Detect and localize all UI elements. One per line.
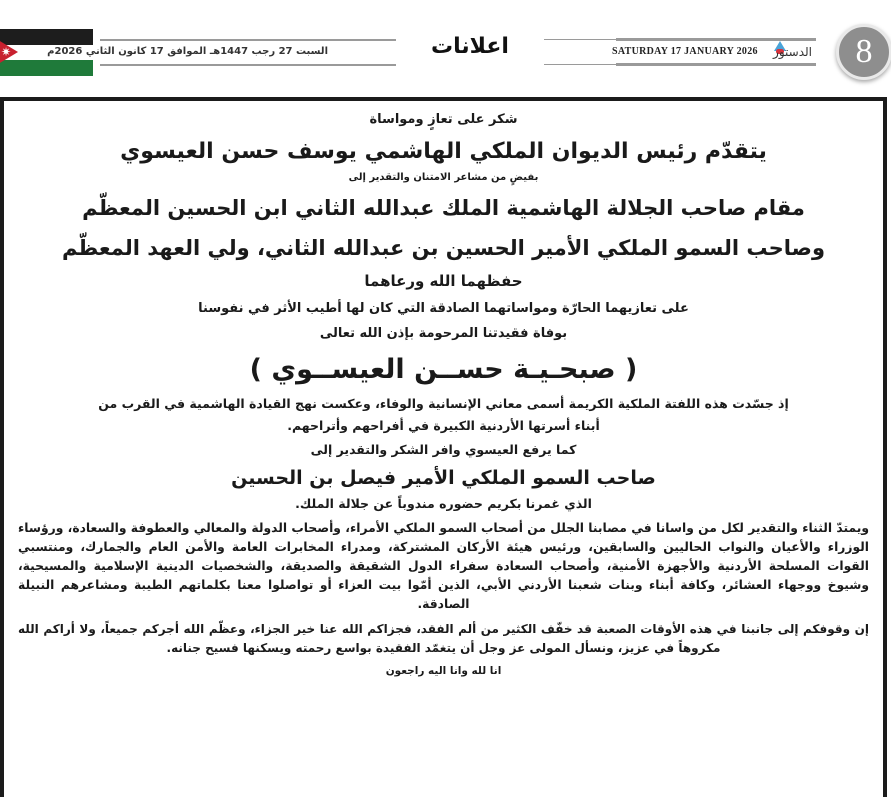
announcement-heading: شكر على تعازٍ ومواساة — [369, 112, 518, 127]
embodiment-line: أبناء أسرتها الأردنية الكبيرة في أفراحهم وأتراحهم. — [287, 418, 600, 433]
embodiment-line: إذ جسّدت هذه اللفتة الملكية الكريمة أسمى معاني الإنسانية والوفاء، وعكست نهج القيادة الهاشمية في القرب من — [98, 396, 789, 411]
header-rule — [100, 39, 396, 41]
section-title: اعلانات — [431, 34, 509, 59]
prince-faisal-line: صاحب السمو الملكي الأمير فيصل بن الحسين — [231, 467, 656, 489]
flag-star-icon: ✷ — [1, 45, 12, 59]
condolence-line: بوفاة فقيدتنا المرحومة بإذن الله تعالى — [319, 326, 568, 341]
closing-verse: انا لله وانا اليه راجعون — [385, 665, 502, 677]
recipient-crown-prince: وصاحب السمو الملكي الأمير الحسين بن عبدالله الثاني، ولي العهد المعظّم — [61, 236, 826, 260]
presence-paragraph: إن وقوفكم إلى جانبنا في هذه الأوقات الصعبة قد خفّف الكثير من ألم الفقد، فجزاكم الله عنا خير الجزاء، وعظّم الله أجركم جميعاً، ولا أراكم الله مكروهاً في عزيز، ونسأل المولى عز وجل أن يتغمّد الفقيدة بواسع رحمته ويسكنها فسيح جنانه. — [18, 622, 869, 655]
page-header — [0, 0, 891, 92]
recipient-king: مقام صاحب الجلالة الهاشمية الملك عبدالله الثاني ابن الحسين المعظّم — [82, 196, 805, 220]
also-thanks-line: كما يرفع العيسوي وافر الشكر والتقدير إلى — [310, 442, 577, 457]
announcement-box — [0, 97, 887, 797]
announcement-content — [4, 101, 883, 679]
extended-thanks-paragraph: ويمتدّ الثناء والتقدير لكل من واسانا في مصابنا الجلل من أصحاب السمو الملكي الأمراء، وأصحاب الدولة والمعالي والعطوفة والسعادة، ورؤساء الوزراء والأعيان والنواب الحاليين والسابقين، ورئيس هيئة الأركان المشتركة، ومدراء المخابرات العامة والأمن العام والجمارك، ومنتسبي القوات المسلحة الأردنية والأجهزة الأمنية، وأصحاب السعادة سفراء الدول الشقيقة والصديقة، والشخصيات الدينية الإسلامية والمسيحية، وشيوخ ووجهاء العشائر، وكافة أبناء وبنات شعبنا الأردني الأبي، الذين أمّوا بيت العزاء أو تواصلوا معنا بكلماتهم الطيبة ومشاعرهم النبيلة الصادقة. — [18, 521, 869, 611]
header-rule — [616, 63, 816, 66]
attendance-line: الذي غمرنا بكريم حضوره مندوباً عن جلالة الملك. — [295, 496, 592, 511]
english-date: SATURDAY 17 JANUARY 2026 — [612, 46, 758, 57]
logo-text: الدستور — [773, 45, 812, 59]
deceased-name: ( صبحـيـة حســن العيســوي ) — [249, 354, 638, 385]
blessing-line: حفظهما الله ورعاهما — [364, 272, 523, 290]
sender-line: يتقدّم رئيس الديوان الملكي الهاشمي يوسف حسن العيسوي — [120, 139, 767, 164]
hijri-date: السبت 27 رجب 1447هـ الموافق 17 كانون الثاني 2026م — [47, 46, 328, 57]
page-number-badge: 8 — [836, 24, 891, 80]
header-rule — [100, 64, 396, 66]
condolence-line: على تعازيهما الحارّة ومواساتهما الصادقة التي كان لها أطيب الأثر في نفوسنا — [198, 301, 689, 316]
newspaper-logo — [770, 41, 812, 63]
gratitude-intro: بفيضٍ من مشاعر الامتنان والتقدير إلى — [348, 172, 539, 183]
